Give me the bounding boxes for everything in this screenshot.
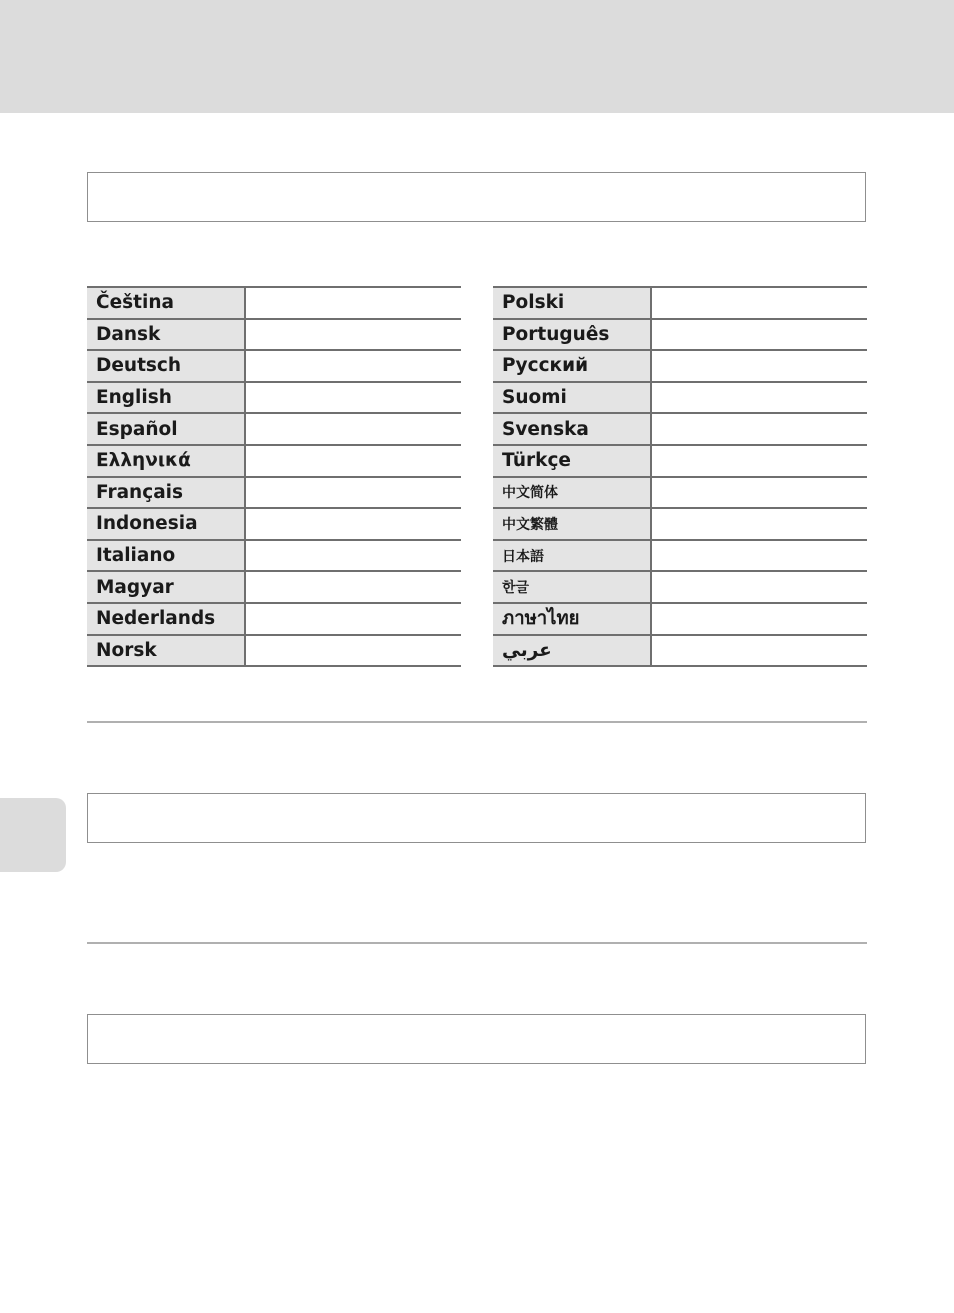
language-row bbox=[87, 540, 461, 572]
language-name: Português bbox=[493, 319, 651, 351]
language-row bbox=[493, 382, 867, 414]
language-value-cell bbox=[245, 603, 461, 635]
section-divider-2 bbox=[87, 942, 867, 944]
bottom-heading-box bbox=[87, 1014, 866, 1064]
language-row bbox=[87, 508, 461, 540]
language-value-cell bbox=[245, 508, 461, 540]
language-name: 한글 bbox=[493, 571, 651, 603]
language-name: Italiano bbox=[87, 540, 245, 572]
header-band bbox=[0, 0, 954, 113]
language-row bbox=[87, 445, 461, 477]
language-name: Deutsch bbox=[87, 350, 245, 382]
language-value-cell bbox=[651, 413, 867, 445]
language-row bbox=[493, 540, 867, 572]
language-name: Čeština bbox=[87, 287, 245, 319]
top-heading-box bbox=[87, 172, 866, 222]
language-value-cell bbox=[651, 477, 867, 509]
language-value-cell bbox=[651, 635, 867, 667]
language-name: 中文繁體 bbox=[493, 508, 651, 540]
language-value-cell bbox=[245, 287, 461, 319]
language-value-cell bbox=[245, 413, 461, 445]
language-row bbox=[493, 445, 867, 477]
language-row bbox=[87, 287, 461, 319]
chapter-side-tab bbox=[0, 798, 66, 872]
language-name: Русский bbox=[493, 350, 651, 382]
language-row bbox=[87, 477, 461, 509]
language-name: Ελληνικά bbox=[87, 445, 245, 477]
language-name: Español bbox=[87, 413, 245, 445]
language-row bbox=[87, 635, 461, 667]
language-value-cell bbox=[651, 287, 867, 319]
language-value-cell bbox=[245, 319, 461, 351]
middle-heading-box bbox=[87, 793, 866, 843]
language-value-cell bbox=[245, 382, 461, 414]
language-value-cell bbox=[651, 382, 867, 414]
language-value-cell bbox=[651, 603, 867, 635]
language-row bbox=[87, 413, 461, 445]
language-value-cell bbox=[245, 635, 461, 667]
language-row bbox=[493, 350, 867, 382]
language-row bbox=[493, 508, 867, 540]
language-row bbox=[493, 287, 867, 319]
language-row bbox=[493, 413, 867, 445]
language-value-cell bbox=[651, 319, 867, 351]
language-row bbox=[493, 319, 867, 351]
language-name: عربي bbox=[493, 635, 651, 667]
language-row bbox=[493, 635, 867, 667]
language-row bbox=[87, 319, 461, 351]
language-row bbox=[493, 477, 867, 509]
language-value-cell bbox=[245, 477, 461, 509]
language-name: Svenska bbox=[493, 413, 651, 445]
language-value-cell bbox=[651, 571, 867, 603]
language-row bbox=[87, 350, 461, 382]
section-divider-1 bbox=[87, 721, 867, 723]
language-value-cell bbox=[245, 445, 461, 477]
language-name: English bbox=[87, 382, 245, 414]
language-name: Polski bbox=[493, 287, 651, 319]
language-name: 中文简体 bbox=[493, 477, 651, 509]
language-value-cell bbox=[245, 350, 461, 382]
language-value-cell bbox=[245, 540, 461, 572]
language-value-cell bbox=[651, 350, 867, 382]
language-row bbox=[87, 603, 461, 635]
language-table-left bbox=[87, 286, 461, 667]
language-name: ภาษาไทย bbox=[493, 603, 651, 635]
language-name: Türkçe bbox=[493, 445, 651, 477]
language-name: Norsk bbox=[87, 635, 245, 667]
language-name: Indonesia bbox=[87, 508, 245, 540]
language-value-cell bbox=[651, 540, 867, 572]
language-name: Suomi bbox=[493, 382, 651, 414]
language-row bbox=[493, 571, 867, 603]
language-name: 日本語 bbox=[493, 540, 651, 572]
language-name: Français bbox=[87, 477, 245, 509]
language-value-cell bbox=[651, 445, 867, 477]
language-name: Magyar bbox=[87, 571, 245, 603]
language-row bbox=[87, 571, 461, 603]
language-row bbox=[87, 382, 461, 414]
language-table-right bbox=[493, 286, 867, 667]
language-row bbox=[493, 603, 867, 635]
language-value-cell bbox=[651, 508, 867, 540]
language-name: Nederlands bbox=[87, 603, 245, 635]
language-value-cell bbox=[245, 571, 461, 603]
language-name: Dansk bbox=[87, 319, 245, 351]
